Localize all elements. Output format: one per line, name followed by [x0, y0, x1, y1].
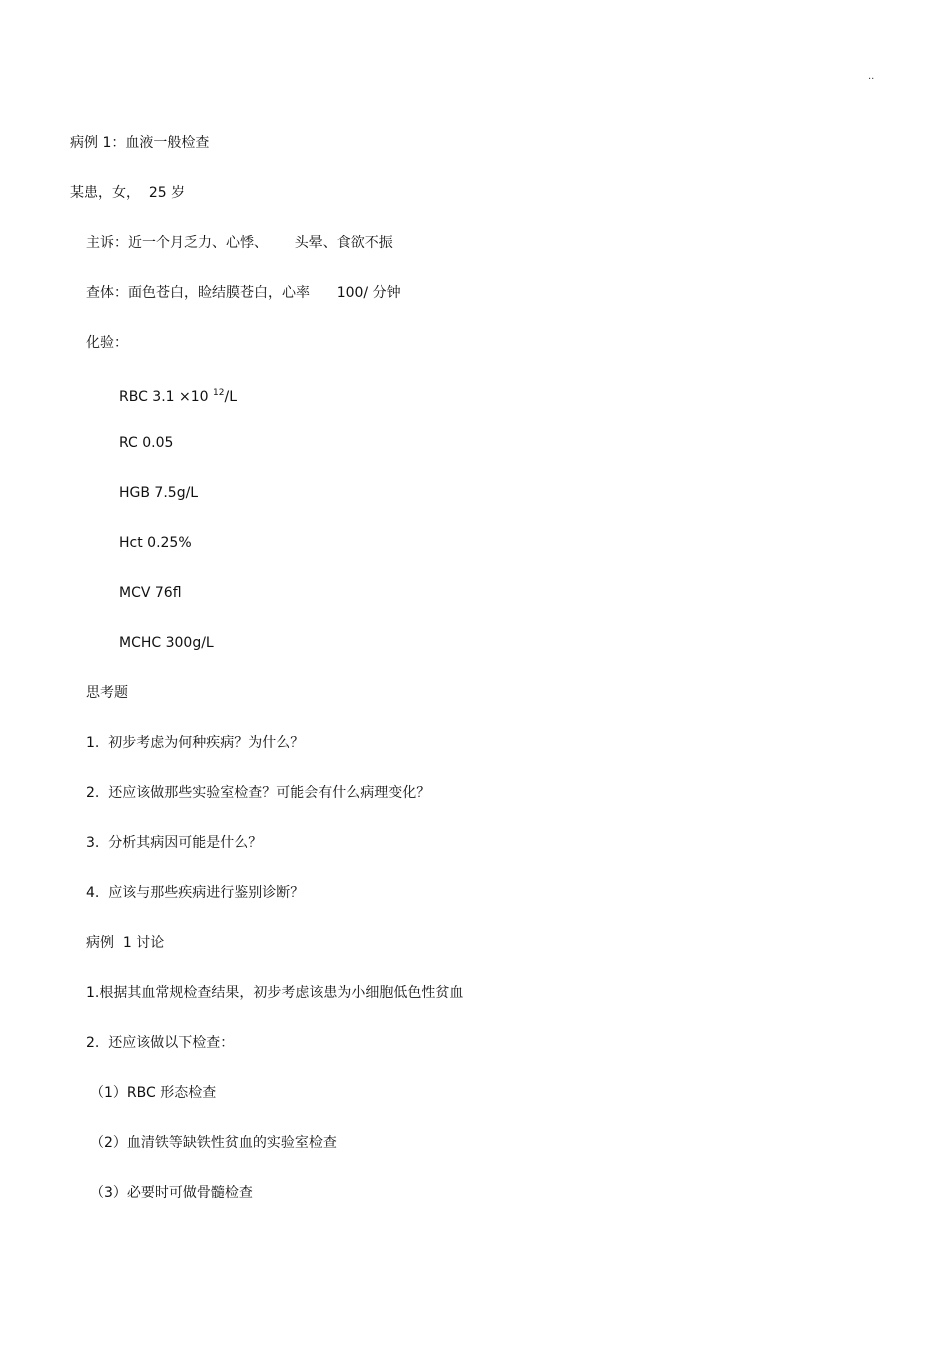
lab-heading: 化验：	[86, 335, 128, 351]
lab-hct: Hct 0.25%	[119, 535, 192, 551]
sub-item: （3）必要时可做骨髓检查	[90, 1185, 253, 1201]
corner-mark: ··	[868, 74, 875, 85]
chief-complaint: 主诉：近一个月乏力、心悸、 头晕、食欲不振	[86, 235, 393, 251]
lab-rbc-unit: /L	[224, 389, 238, 405]
sub-item: （1）RBC 形态检查	[90, 1085, 217, 1101]
discussion-heading: 病例 1 讨论	[86, 935, 165, 951]
questions-heading: 思考题	[86, 685, 128, 701]
question-item: 4. 应该与那些疾病进行鉴别诊断？	[86, 885, 305, 901]
lab-rbc-exponent: 12	[213, 388, 225, 398]
question-item: 1. 初步考虑为何种疾病？为什么？	[86, 735, 305, 751]
sub-item: （2）血清铁等缺铁性贫血的实验室检查	[90, 1135, 337, 1151]
question-item: 3. 分析其病因可能是什么？	[86, 835, 263, 851]
question-item: 2. 还应该做那些实验室检查？可能会有什么病理变化？	[86, 785, 431, 801]
lab-mcv: MCV 76fl	[119, 585, 182, 601]
lab-rbc-value: RBC 3.1 ×10	[119, 389, 209, 405]
lab-mchc: MCHC 300g/L	[119, 635, 214, 651]
discussion-item: 1.根据其血常规检查结果，初步考虑该患为小细胞低色性贫血	[86, 985, 464, 1001]
lab-rc: RC 0.05	[119, 435, 174, 451]
lab-hgb: HGB 7.5g/L	[119, 485, 199, 501]
physical-exam: 查体：面色苍白，睑结膜苍白，心率 100/ 分钟	[86, 285, 401, 301]
case-title: 病例 1：血液一般检查	[70, 135, 210, 151]
patient-info: 某患，女， 25 岁	[70, 185, 186, 201]
discussion-item: 2. 还应该做以下检查：	[86, 1035, 235, 1051]
lab-rbc	[119, 384, 237, 406]
